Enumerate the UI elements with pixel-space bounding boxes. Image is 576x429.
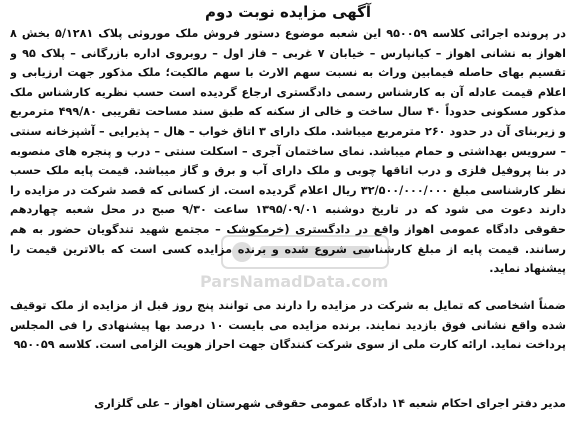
notice-paragraph-main: در پرونده اجرائی کلاسه ۹۵۰۰۵۹ این شعبه موضوع دستور فروش ملک موروثی پلاک ۵/۱۲۸۱ بخش ۸ اهواز به نشانی اهواز – کیانپارس – خیابان ۷ غربی – فاز اول – روبروی اداره بازرگانی – پلاک ۹۵ و تقسیم بهای حاصله فیمابین وراث به نسبت سهم الارث با سهم مالکیت؛ ملک مذکور جهت ارزیابی و اعلام قیمت عادله آن به کارشناس رسمی دادگستری ارجاع گردیده است حسب نظریه کارشناس ملک مذکور مسکونی حدوداً ۴۰ سال ساخت و خالی از سکنه که طبق سند مساحت تقریبی ۴۹۹/۸۰ مترمربع و زیربنای آن در حدود ۲۶۰ مترمربع میباشد. ملک دارای ۳ اتاق خواب – هال – پذیرایی – آشپزخانه سنتی – سرویس بهداشتی و حمام میباشد. نمای ساختمان آجری – اسکلت سنتی – درب و پنجره های منصوبه در بنا پروفیل فلزی و درب اتاقها چوبی و ملک دارای آب و برق و گاز میباشد. قیمت پایه ملک حسب نظر کارشناسی مبلغ ۳۲/۵۰۰/۰۰۰/۰۰۰ ریال اعلام گردیده است. از کسانی که قصد شرکت در مزایده را دارند دعوت می شود که در تاریخ دوشنبه ۱۳۹۵/۰۹/۰۱ ساعت ۹/۳۰ صبح در محل شعبه چهاردهم حقوقی دادگاه عمومی اهواز واقع در دادگستری (خرمکوشک – مجتمع شهید تندگویان حضور به هم رسانند. قیمت پایه از مبلغ کارشناسی شروع شده و برنده مزایده کسی است که بالاترین قیمت را پیشنهاد نماید. — [10, 27, 566, 276]
notice-paragraph-conditions: ضمناً اشخاصی که تمایل به شرکت در مزایده را دارند می توانند پنج روز قبل از مزایده از ملک توقیف شده واقع نشانی فوق بازدید نمایند. برنده مزایده می بایست ۱۰ درصد بها پیشنهادی را فی المجلس پرداخت نماید. ارائه کارت ملی از سوی شرکت کنندگان جهت احراز هویت الزامی است. کلاسه ۹۵۰۰۵۹ — [10, 299, 566, 352]
notice-signature: مدیر دفتر اجرای احکام شعبه ۱۴ دادگاه عمومی حقوقی شهرستان اهواز – علی گلزاری — [94, 397, 566, 410]
notice-title: آگهی مزایده نوبت دوم — [204, 3, 372, 21]
watermark-text: ParsNamadData.com — [200, 272, 389, 291]
